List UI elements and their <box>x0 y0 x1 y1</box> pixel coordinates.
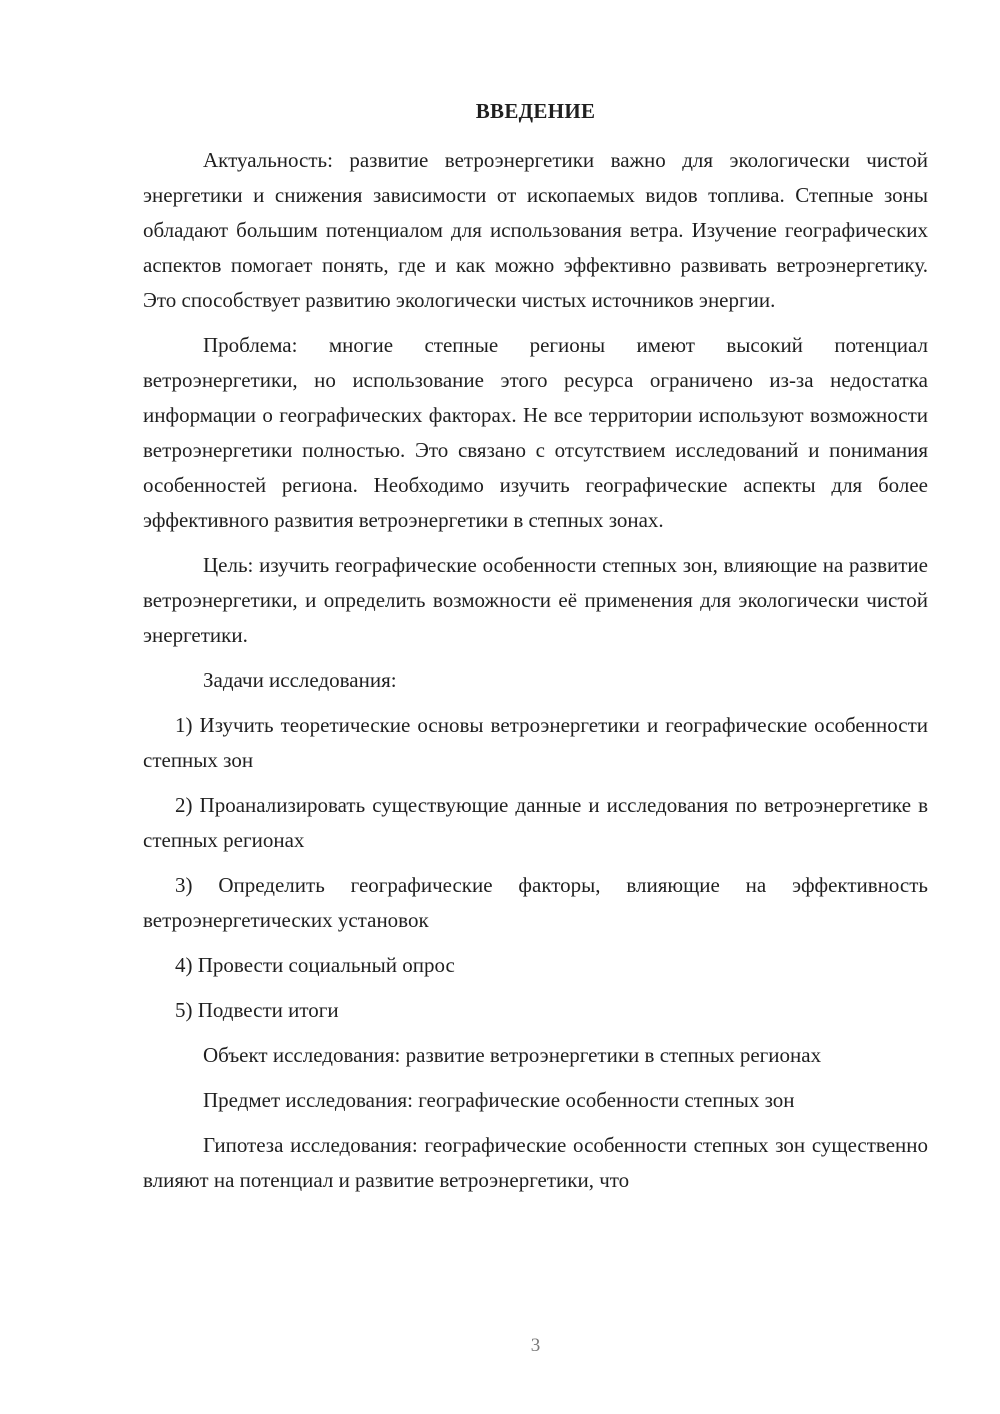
paragraph-hypothesis: Гипотеза исследования: географические особенности степных зон существенно влияют на потенциал и развитие ветроэнергетики, что <box>143 1133 928 1192</box>
task-item: 2) Проанализировать существующие данные и исследования по ветроэнергетике в степных регионах <box>143 793 928 852</box>
paragraph-relevance: Актуальность: развитие ветроэнергетики важно для экологически чистой энергетики и снижения зависимости от ископаемых видов топлива. Степные зоны обладают большим потенциалом для использования ветра. Изучение географических аспектов помогает понять, где и как можно эффективно развивать ветроэнергетику. Это способствует развитию экологически чистых источников энергии. <box>143 148 928 312</box>
page-title: ВВЕДЕНИЕ <box>475 99 596 123</box>
page-number: 3 <box>530 1335 541 1356</box>
task-item: 5) Подвести итоги <box>175 998 339 1022</box>
paragraph-problem: Проблема: многие степные регионы имеют высокий потенциал ветроэнергетики, но использование этого ресурса ограничено из-за недостатка информации о географических факторах. Не все территории используют возможности ветроэнергетики полностью. Это связано с отсутствием исследований и понимания особенностей региона. Необходимо изучить географические аспекты для более эффективного развития ветроэнергетики в степных зонах. <box>143 333 928 532</box>
task-item: 1) Изучить теоретические основы ветроэнергетики и географические особенности степных зон <box>143 713 928 772</box>
body-text <box>143 143 928 1198</box>
document-page <box>143 0 928 1414</box>
tasks-heading: Задачи исследования: <box>203 668 397 692</box>
paragraph-object: Объект исследования: развитие ветроэнергетики в степных регионах <box>203 1043 822 1067</box>
task-item: 4) Провести социальный опрос <box>175 953 455 977</box>
task-item: 3) Определить географические факторы, влияющие на эффективность ветроэнергетических установок <box>143 873 928 932</box>
paragraph-subject: Предмет исследования: географические особенности степных зон <box>203 1088 795 1112</box>
paragraph-goal: Цель: изучить географические особенности степных зон, влияющие на развитие ветроэнергетики, и определить возможности её применения для экологически чистой энергетики. <box>143 553 928 647</box>
